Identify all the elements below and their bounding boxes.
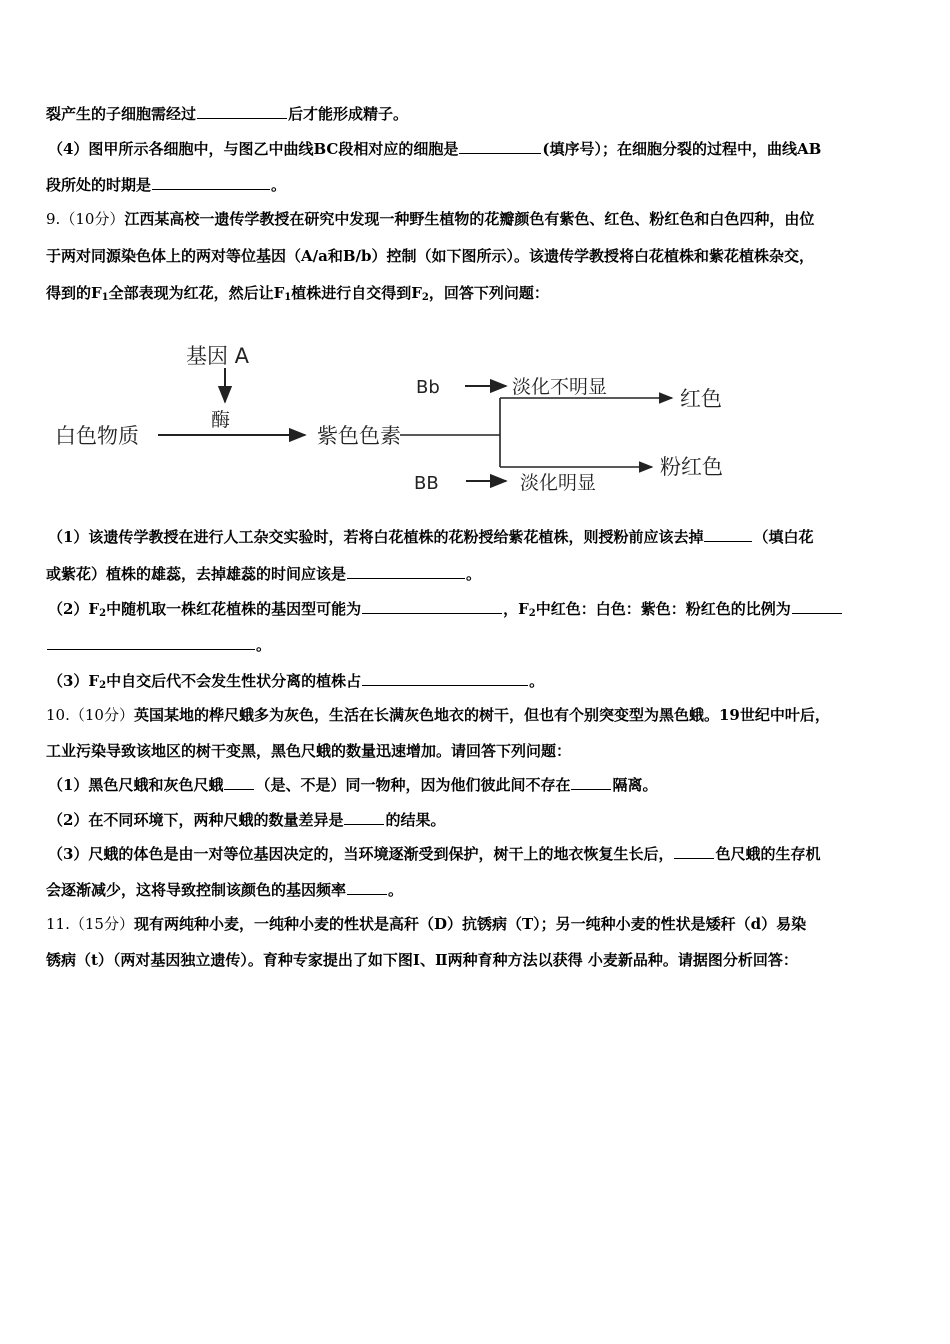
bb-homozygous-label: BB [414,473,439,494]
answer-blank[interactable] [792,598,842,614]
bb-heterozygous-label: Bb [416,377,440,398]
question-9-line3: 得到的$F_1$全部表现为红花，然后让$F_1$植株进行自交得到$F_2$，回答下列问题： [46,284,549,303]
flower-color-pathway-diagram [40,330,760,505]
question-11-line1: 11.（15分）现有两纯种小麦，一纯种小麦的性状是高秆（D）抗锈病（T）；另一纯种小麦的性状是矮秆（d）易染 [46,915,807,933]
answer-blank[interactable] [459,138,541,154]
question-score: （15分） [69,915,134,933]
question-10-1-line: （1）黑色尺蛾和灰色尺蛾 （是、不是）同一物种，因为他们彼此间不存在 隔离。 [48,776,658,794]
question-10-line1: 10.（10分）英国某地的桦尺蛾多为灰色，生活在长满灰色地衣的树干，但也有个别突变型为黑色蛾。19世纪中叶后， [46,706,830,724]
question-score: （10分） [60,210,125,228]
answer-blank[interactable] [224,774,254,790]
fade-weak-label: 淡化不明显 [512,376,608,398]
answer-blank[interactable] [362,598,502,614]
question-9-3-line: $(3)F_2$中自交后代不会发生性状分离的植株占 。 [48,672,545,691]
answer-blank[interactable] [344,809,384,825]
question-9-line1: 9.（10分）江西某高校一遗传学教授在研究中发现一种野生植物的花瓣颜色有紫色、红色、粉红色和白色四种，由位 [46,210,815,228]
white-substance-label: 白色物质 [55,424,139,448]
question-number: 9. [46,210,61,228]
question-11-line2: 锈病（t）（两对基因独立遗传）。育种专家提出了如下图Ⅰ、Ⅱ两种育种方法以获得 小麦新品种。请据图分析回答： [46,951,798,969]
question-10-3-line2: 会逐渐减少，这将导致控制该颜色的基因频率 。 [46,881,404,899]
answer-blank[interactable] [674,843,714,859]
answer-blank[interactable] [47,634,255,650]
enzyme-label: 酶 [211,409,231,431]
question-8-4-line1: （4）图甲所示各细胞中，与图乙中曲线BC段相对应的细胞是 (填序号）；在细胞分裂的过程中，曲线AB [48,140,822,158]
question-9-1-line2: 或紫花）植株的雄蕊，去掉雄蕊的时间应该是 。 [46,565,482,583]
red-label: 红色 [680,387,722,411]
question-10-line2: 工业污染导致该地区的树干变黑，黑色尺蛾的数量迅速增加。请回答下列问题： [46,742,572,760]
pink-label: 粉红色 [660,455,723,479]
question-9-line2: 于两对同源染色体上的两对等位基因（A/a和B/b）控制（如下图所示）。该遗传学教授将白花植株和紫花植株杂交， [46,247,814,265]
question-score: （10分） [69,706,134,724]
question-9-1-line1: （1）该遗传学教授在进行人工杂交实验时，若将白花植株的花粉授给紫花植株，则授粉前应该去掉 （填白花 [48,528,814,546]
answer-blank[interactable] [197,103,287,119]
question-10-2-line: （2）在不同环境下，两种尺蛾的数量差异是 的结果。 [48,811,446,829]
question-9-2-line1: $(2)F_2$中随机取一株红花植株的基因型可能为 ，$F_2$中红色：白色：紫色：粉红色的比例为 [48,598,843,619]
answer-blank[interactable] [571,774,611,790]
answer-blank[interactable] [362,670,528,686]
line-meiosis-sperm: 裂产生的子细胞需经过 后才能形成精子。 [46,105,409,123]
question-8-4-line2: 段所处的时期是 。 [46,176,287,194]
answer-blank[interactable] [347,879,387,895]
fade-strong-label: 淡化明显 [520,472,597,494]
gene-a-label: 基因 A [186,344,250,368]
answer-blank[interactable] [152,174,270,190]
answer-blank[interactable] [347,563,465,579]
question-10-3-line1: （3）尺蛾的体色是由一对等位基因决定的，当环境逐渐受到保护，树干上的地衣恢复生长后， 色尺蛾的生存机 [48,845,821,863]
question-9-2-line2: 。 [46,634,271,655]
question-number: 10. [46,706,70,724]
question-number: 11. [46,915,70,933]
purple-pigment-label: 紫色色素 [317,424,401,448]
answer-blank[interactable] [704,526,752,542]
